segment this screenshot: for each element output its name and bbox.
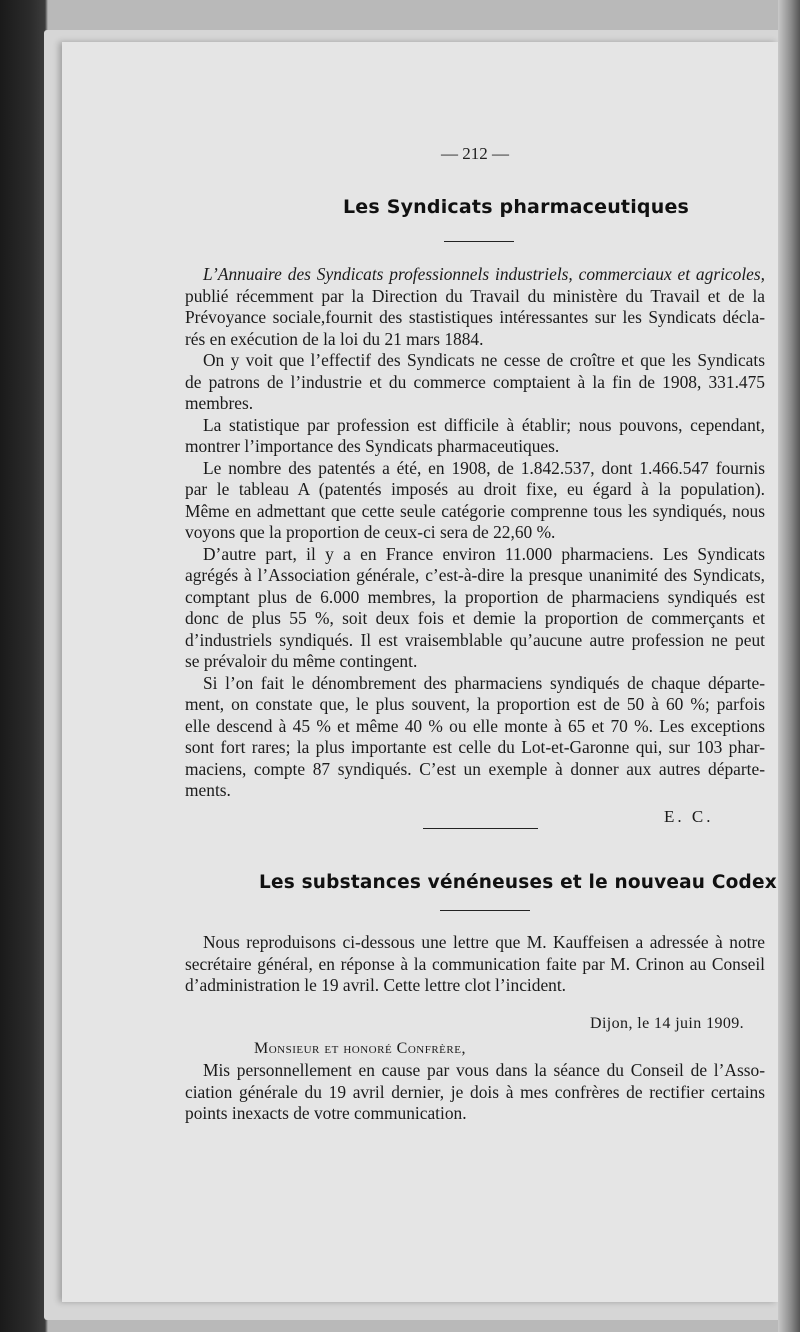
letter-salutation: Monsieur et honoré Confrère, [254, 1040, 466, 1057]
text-line: publié récemment par la Direction du Travail du ministère du Travail et de la [185, 285, 765, 306]
text-line: elle descend à 45 % et même 40 % ou elle monte à 65 et 70 %. Les exceptions [185, 715, 765, 736]
text-line: se prévaloir du même contingent. [185, 651, 418, 671]
text-line: La statistique par profession est difficile à établir; nous pouvons, cependant, [203, 414, 765, 435]
text-line: Même en admettant que cette seule catégorie comprenne tous les syndiqués, nous [185, 500, 765, 521]
text-line: montrer l’importance des Syndicats pharmaceutiques. [185, 436, 560, 456]
text-line: D’autre part, il y a en France environ 11.000 pharmaciens. Les Syndicats [203, 543, 765, 564]
annuaire-italic-lead: L’Annuaire des Syndicats professionnels industriels, commerciaux et agricoles, [203, 264, 765, 284]
text-line: secrétaire général, en réponse à la communication faite par M. Crinon au Conseil [185, 953, 765, 974]
letter-body [185, 1060, 765, 1125]
text-line: d’administration le 19 avril. Cette lettre clot l’incident. [185, 975, 567, 995]
text-line: On y voit que l’effectif des Syndicats ne cesse de croître et que les Syndicats [203, 350, 765, 370]
text-line: membres. [185, 393, 254, 413]
text-line: ments. [185, 780, 231, 800]
text-line: Mis personnellement en cause par vous dans la séance du Conseil de l’Asso- [203, 1060, 765, 1080]
text-line: voyons que la proportion de ceux-ci sera de 22,60 %. [185, 522, 556, 542]
article-2-title-rule [440, 910, 530, 911]
text-line: de patrons de l’industrie et du commerce comptaient à la fin de 1908, 331.475 [185, 371, 765, 392]
text-line: rés en exécution de la loi du 21 mars 1884. [185, 328, 484, 349]
text-line: sont fort rares; la plus importante est celle du Lot-et-Garonne qui, sur 103 phar- [185, 737, 765, 757]
text-line: Nous reproduisons ci-dessous une lettre que M. Kauffeisen a adressée à notre [203, 932, 765, 952]
article-1-title: Les Syndicats pharmaceutiques [343, 196, 690, 218]
text-line: ciation générale du 19 avril dernier, je dois à mes confrères de rectifier certains [185, 1081, 765, 1102]
text-line: par le tableau A (patentés imposés au droit fixe, eu égard à la population). [185, 479, 765, 499]
article-2-title: Les substances vénéneuses et le nouveau Codex [259, 872, 777, 893]
text-line: d’industriels syndiqués. Il est vraisemblable qu’aucune autre profession ne peut [185, 629, 765, 650]
text-line [185, 264, 765, 286]
letter-date: Dijon, le 14 juin 1909. [590, 1015, 745, 1032]
text-line: comptant plus de 6.000 membres, la proportion de pharmaciens syndiqués est [185, 586, 765, 607]
text-line: ment, on constate que, le plus souvent, la proportion est de 50 à 60 %; parfois [185, 694, 765, 714]
page-right-edge [778, 0, 800, 1332]
article-1-title-rule [444, 241, 514, 242]
text-line: Le nombre des patentés a été, en 1908, de 1.842.537, dont 1.466.547 fournis [203, 457, 765, 478]
section-separator-rule [423, 828, 538, 829]
page-number: — 212 — [441, 144, 509, 163]
article-2-intro [185, 932, 765, 997]
text-line: points inexacts de votre communication. [185, 1103, 467, 1123]
text-line: agrégés à l’Association générale, c’est-à-dire la presque unanimité des Syndicats, [185, 565, 765, 585]
text-line: maciens, compte 87 syndiqués. C’est un exemple à donner aux autres départe- [185, 758, 765, 779]
text-line: Prévoyance sociale,fournit des stastistiques intéressantes sur les Syndicats décla- [185, 307, 765, 327]
text-line: donc de plus 55 %, soit deux fois et demie la proportion de commerçants et [185, 608, 765, 628]
text-line: Si l’on fait le dénombrement des pharmaciens syndiqués de chaque départe- [203, 672, 765, 693]
article-1-body [185, 264, 765, 802]
article-1-signature: E. C. [664, 807, 714, 826]
